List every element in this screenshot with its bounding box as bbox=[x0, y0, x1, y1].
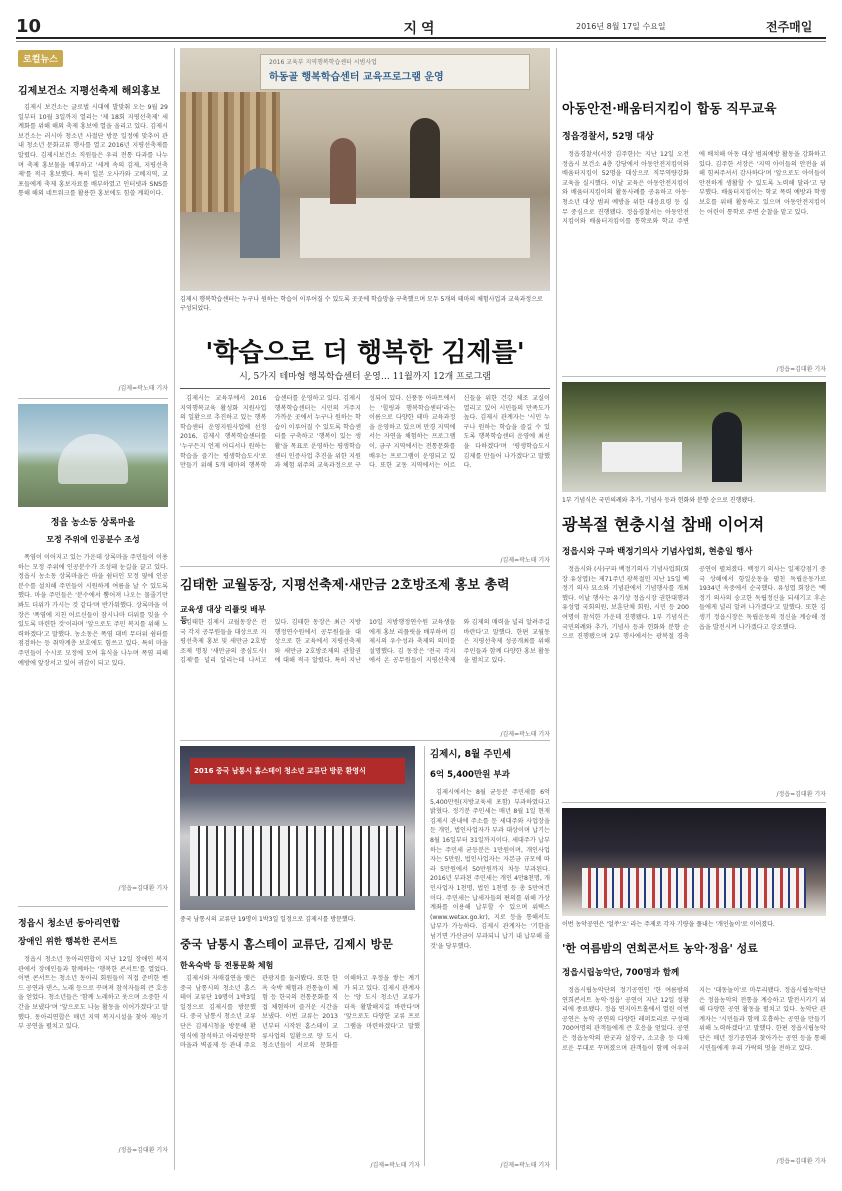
divider bbox=[562, 376, 826, 377]
header-rule-thin bbox=[16, 41, 826, 42]
right-story-1-body: 정읍경찰서(서장 김주한)는 지난 12일 오전 정읍시 보건소 4층 강당에서 아동안전지킴이와 배움터지킴이 52명을 대상으로 직무역량강화교육을 실시했다. 이날 교육은 아동안전지킴이와 배움터지킴이의 활동사례를 공유하고 아동·청소년 대상 범죄 예방을 위한 대응요령 등 실무 중심으로 진행됐다. 정읍경찰서는 아동안전지킴이와 배움터지킴이를 통학로와 학교 주변에 배치해 아동 대상 범죄예방 활동을 강화하고 있다. 김주한 서장은 '지역 아이들의 안전을 위해 힘써주셔서 감사하다'며 '앞으로도 아이들이 안전하게 생활할 수 있도록 노력해 달라'고 당부했다. 배움터지킴이는 학교 폭력 예방과 학생 보호를 위해 활동하고 있으며 아동안전지킴이는 어린이 통학로 주변 순찰을 맡고 있다. bbox=[562, 151, 826, 226]
right-story-3 bbox=[562, 940, 826, 1165]
left-story-1-byline: /김제=곽노태 기자 bbox=[118, 385, 168, 392]
tax-story-byline: /김제=곽노태 기자 bbox=[500, 1162, 550, 1169]
tax-story-subheadline: 6억 5,400만원 부과 bbox=[430, 770, 510, 780]
tax-story-headline: 김제시, 8월 주민세 bbox=[430, 749, 512, 760]
right-story-3-body: 정읍시립농악단의 정기공연인 '한 여름밤의 연희콘서트 농악·정읍' 공연이 지난 12일 성황리에 종료됐다. 정읍 연지아트홀에서 열린 이번 공연은 농악 공연의 다양한 레퍼토리로 구성돼 700여명의 관객들에게 큰 호응을 얻었다. 공연은 정읍농악의 판굿과 설장구, 소고춤 등 다채로운 무대로 꾸며졌으며 관객들이 함께 어우러지는 '대동놀이'로 마무리됐다. 정읍시립농악단은 정읍농악의 전통을 계승하고 발전시키기 위해 다양한 공연 활동을 펼치고 있다. 농악단 관계자는 '시민들과 함께 호흡하는 공연을 만들기 위해 노력하겠다'고 말했다. 한편 정읍시립농악단은 매년 정기공연과 찾아가는 공연 등을 통해 시민들에게 우리 가락의 멋을 전하고 있다. bbox=[562, 987, 826, 1052]
center-story-body: 김제시는 교육부에서 2016 지역행복교육 활성화 지원사업의 일환으로 추진하고 있는 행복학습센터 운영지원사업에 선정 2016, 김제시 행복학습센터를 '누구든지 언제 어디서나 원하는 학습을 즐기는 평생학습도시'로 만들기 위해 5개 테마의 행복학습센터를 운영하고 있다. 김제시 행복학습센터는 시민의 거주지 가까운 곳에서 누구나 원하는 학습이 이루어질 수 있도록 학습센터를 구축하고 '행복이 있는 생활'을 목표로 운영하는 평생학습센터 인증사업 추진을 위한 지원과 체험 위주의 교육과정으로 구성되어 있다. 신풍동 아파트에서는 '힐링과 행복학습센터'라는 이름으로 다양한 테마 교육과정을 운영하고 있으며 만경 지역에서는 자연을 체험하는 프로그램이, 금구 지역에서는 전통문화를 배우는 프로그램이 운영되고 있다. 또한 교동 지역에서는 어르신들을 위한 건강 체조 교실이 열리고 있어 시민들의 만족도가 높다. 김제시 관계자는 '시민 누구나 원하는 학습을 즐길 수 있도록 행복학습센터 운영에 최선을 다하겠다'며 '평생학습도시 김제를 만들어 나가겠다'고 말했다. bbox=[180, 395, 550, 470]
right-story-1-subheadline: 정읍경찰서, 52명 대상 bbox=[562, 132, 654, 142]
divider bbox=[18, 906, 168, 907]
group-photo-caption: 중국 남통시의 교류단 19명이 1박3일 일정으로 김제시를 방문했다. bbox=[180, 916, 356, 923]
newspaper-name: 전주매일 bbox=[766, 20, 813, 34]
column-badge: 로컬뉴스 bbox=[18, 50, 63, 67]
center-subheadline: 시, 5가지 테마형 행복학습센터 운영… 11월까지 12개 프로그램 bbox=[239, 372, 491, 382]
mid-story-byline: /김제=곽노태 기자 bbox=[500, 731, 550, 738]
left-story-3-body: 정읍시 청소년 동아리연합이 지난 12일 장애인 복지관에서 장애인들과 함께하는 '행복한 콘서트'를 열었다. 이번 콘서트는 청소년 동아리 회원들이 직접 준비한 밴드 공연과 댄스, 노래 등으로 꾸며져 참석자들의 큰 호응을 얻었다. 청소년들은 '함께 노래하고 웃으며 소중한 시간을 보냈다'며 '앞으로도 나눔 활동을 이어가겠다'고 말했다. 동아리연합은 매년 지역 복지시설을 찾아 재능기부 공연을 펼치고 있다. bbox=[18, 956, 168, 1031]
tax-story bbox=[430, 746, 550, 1169]
issue-date: 2016년 8월 17일 수요일 bbox=[576, 22, 666, 31]
left-story-1 bbox=[18, 82, 168, 392]
header-rule bbox=[16, 37, 826, 39]
left-story-3 bbox=[18, 916, 168, 1154]
bottom-center-body: 김제시와 자매결연을 맺은 중국 남통시의 청소년 홈스테이 교류단 19명이 1박3일 일정으로 김제시를 방문했다. 중국 남통시 청소년 교류단은 김제시청을 방문해 환영식에 참석하고 아리랑문학마을과 벽골제 등 관내 주요 관광지를 둘러봤다. 또한 한옥 숙박 체험과 전통놀이 체험 등 한국의 전통문화를 직접 체험하며 즐거운 시간을 보냈다. 이번 교류는 2013년부터 시작된 홈스테이 교류사업의 일환으로 양 도시 청소년들이 서로의 문화를 이해하고 우정을 쌓는 계기가 되고 있다. 김제시 관계자는 '양 도시 청소년 교류가 더욱 활발해지길 바란다'며 '앞으로도 다양한 교류 프로그램을 마련하겠다'고 말했다. bbox=[180, 975, 420, 1050]
left-story-2-headline: 정읍 농소동 상록마을 bbox=[50, 518, 136, 528]
bottom-center-headline: 중국 남통시 홈스테이 교류단, 김제시 방문 bbox=[180, 937, 393, 951]
divider bbox=[180, 388, 550, 389]
mid-subheadline: 교육생 대상 리플릿 배부 등 bbox=[180, 605, 266, 625]
left-story-2-byline: /정읍=김대환 기자 bbox=[118, 885, 168, 892]
mid-headline: 김태한 교월동장, 지평선축제·새만금 2호방조제 홍보 총력 bbox=[180, 578, 510, 593]
learning-center-caption: 김제시 행복학습센터는 누구나 원하는 학습이 이루어질 수 있도록 곳곳에 학습망을 구축했으며 모두 5개의 테마의 체험사업과 교육과정으로 구성되었다. bbox=[180, 296, 543, 312]
group-photo-banner: 2016 중국 남통시 홈스테이 청소년 교류단 방문 환영식 bbox=[190, 758, 405, 784]
left-story-1-headline: 김제보건소 지평선축제 해외홍보 bbox=[18, 86, 161, 97]
photo-banner-text: 하동골 행복학습센터 교육프로그램 운영 bbox=[269, 72, 444, 83]
photo-banner-small: 2016 교육부 지역행복학습센터 시범사업 bbox=[269, 59, 377, 66]
right-story-2-body: 정읍시와 (사)구파 백정기의사 기념사업회(회장 유성엽)는 제71주년 광복절인 지난 15일 백정기 의사 묘소와 기념관에서 기념행사를 개최했다. 이날 행사는 유기상 정읍시장 권한대행과 유성엽 국회의원, 보훈단체 회원, 시민 등 200여명이 참석한 가운데 진행됐다. 1부 기념식은 국민의례와 추가, 기념사 등과 헌화와 분향 순으로 진행됐으며 2부 행사에서는 광복절 경축 공연이 펼쳐졌다. 백정기 의사는 일제강점기 중국 상해에서 항일운동을 펼친 독립운동가로 1934년 옥중에서 순국했다. 유성엽 회장은 '백정기 의사의 숭고한 독립정신을 되새기고 후손들에게 널리 알려 나가겠다'고 말했다. 또한 김생기 정읍시장은 독립운동의 정신을 계승해 정읍을 발전시켜 나가겠다고 강조했다. bbox=[562, 566, 826, 641]
right-story-1-headline: 아동안전·배움터지킴이 합동 직무교육 bbox=[562, 102, 777, 117]
fountain-photo bbox=[18, 404, 168, 507]
right-story-3-headline: '한 여름밤의 연희콘서트 농악·정읍' 성료 bbox=[562, 942, 758, 955]
left-story-3-subheadline: 장애인 위한 행복한 콘서트 bbox=[18, 937, 118, 947]
left-story-2 bbox=[18, 515, 168, 892]
column-divider bbox=[556, 48, 557, 1170]
page-number: 10 bbox=[16, 16, 42, 37]
left-story-2-subheadline: 모정 주위에 인공분수 조성 bbox=[46, 535, 140, 544]
mid-story-body: 김태한 김제시 교월동장은 전국 각지 공무원들을 대상으로 지평선축제 홍보 및 새만금 2호방조제 명칭 '새만금의 중심도시! 김제'를 널리 알리는데 나서고 있다. 김태한 동장은 최근 지방행정연수원에서 공무원들을 대상으로 한 교육에서 지평선축제와 새만금 2호방조제의 관할권에 대해 적극 알렸다. 특히 지난 10일 지방행정연수원 교육생들에게 홍보 리플릿을 배부하며 김제시의 우수성과 축제의 의미를 설명했다. 김 동장은 '전국 각지에서 온 공무원들이 지평선축제와 김제의 매력을 널리 알려주길 바란다'고 말했다. 한편 교월동은 지평선축제 성공개최를 위해 주민들과 함께 다양한 홍보 활동을 펼치고 있다. bbox=[180, 619, 550, 665]
section-title: 지역 bbox=[403, 21, 439, 37]
concert-photo bbox=[562, 808, 826, 916]
right-story-2-byline: /정읍=김대환 기자 bbox=[776, 791, 826, 798]
divider bbox=[562, 802, 826, 803]
right-story-2-headline: 광복절 현충시설 참배 이어져 bbox=[562, 515, 765, 534]
center-headline: '학습으로 더 행복한 김제를' bbox=[205, 338, 525, 368]
bottom-center-byline: /김제=곽노태 기자 bbox=[370, 1162, 420, 1169]
right-story-2-subheadline: 정읍시와 구파 백정기의사 기념사업회, 현충일 행사 bbox=[562, 547, 753, 557]
right-story-1-byline: /정읍=김대환 기자 bbox=[776, 366, 826, 373]
group-photo bbox=[180, 746, 415, 910]
right-story-3-subheadline: 정읍시립농악단, 700명과 함께 bbox=[562, 968, 680, 978]
memorial-photo-caption: 1부 기념식은 국민의례와 추가, 기념사 등과 헌화와 분향 순으로 진행됐다. bbox=[562, 497, 755, 504]
right-story-3-byline: /정읍=김대환 기자 bbox=[776, 1158, 826, 1165]
left-story-3-byline: /정읍=김대환 기자 bbox=[118, 1147, 168, 1154]
center-story-byline: /김제=곽노태 기자 bbox=[500, 557, 550, 564]
divider bbox=[18, 398, 168, 399]
divider bbox=[180, 740, 550, 741]
concert-photo-caption: 이번 농악공연은 '얼쑤'오' 라는 주제로 각자 기량을 풀내는 '개인놀이'로 이어졌다. bbox=[562, 921, 775, 928]
memorial-photo bbox=[562, 382, 826, 492]
learning-center-photo bbox=[180, 48, 550, 291]
tax-story-body: 김제시에서는 8월 균등분 주민세를 6억5,400만원(지방교육세 포함) 부과하였다고 밝혔다. 정기분 주민세는 매년 8월 1일 현재 김제시 관내에 주소를 둔 세대주와 사업장을 둔 개인, 법인사업자가 부과 대상이며 납기는 8월 16일부터 31일까지이다. 세대주가 납부하는 주민세 균등분은 1만원이며, 개인사업자는 5만원, 법인사업자는 자본금 규모에 따라 5만원에서 50만원까지 차등 부과된다. 2016년 부과된 주민세는 개인 4만8천명, 개인사업자 1천명, 법인 1천명 등 총 5만여건이다. 주민세는 납세자들의 편의를 위해 가상계좌를 이용해 납부할 수 있으며 위택스(www.wetax.go.kr), 지로 등을 통해서도 납부가 가능하다. 김제시 관계자는 '기한을 넘기면 가산금이 부과되니 납기 내 납부해 줄 것'을 당부했다. bbox=[430, 789, 550, 950]
column-divider bbox=[424, 746, 425, 1166]
divider bbox=[180, 566, 550, 567]
bottom-center-subheadline: 한옥숙박 등 전통문화 체험 bbox=[180, 961, 274, 970]
right-story-1 bbox=[562, 98, 826, 373]
column-divider bbox=[174, 48, 175, 1170]
left-story-3-headline: 정읍시 청소년 동아리연합 bbox=[18, 919, 120, 929]
right-story-2 bbox=[562, 512, 826, 798]
left-story-1-body: 김제시 보건소는 글로벌 시대에 발맞춰 오는 9월 29일부터 10월 3일까지 열리는 '제 18회 지평선축제' 세계화를 위해 해외 축제 홍보에 열을 올리고 있다. 김제시보건소는 러시아 청소년 사절단 방문 일정에 맞추어 관내 청소년 문화교류 행사를 열고 2016년 지평선축제를 알렸다. 김제시보건소 직원들은 우리 전통 다과를 나누며 축제 홍보물을 배부하고 '세계 속의 김제, 지평선축제'를 적극 홍보했다. 특히 일본 오사카와 고베지역, 교포들에게 축제 홍보자료를 배부하였고 인터넷과 SNS를 통해 해외 네트워크를 활용한 홍보에도 힘쓸 계획이다. bbox=[18, 104, 168, 198]
left-story-2-body: 폭염이 이어지고 있는 가운데 상록마을 주민들이 이용하는 모정 주위에 인공분수가 조성돼 눈길을 끌고 있다. 정읍시 농소동 상록마을은 마을 쉼터인 모정 옆에 인공분수를 설치해 주민들이 시원하게 여름을 날 수 있도록 했다. 마을 주민들은 '분수에서 뿜어져 나오는 물줄기만 봐도 더위가 가시는 것 같다'며 반가워했다. 상록마을 이장은 '폭염에 지친 어르신들이 잠시나마 더위를 잊을 수 있도록 마련한 것'이라며 '앞으로도 주민 복지를 위해 노력하겠다'고 말했다. 농소동은 폭염 대비 무더위 쉼터를 점검하는 등 취약계층 보호에도 힘쓰고 있다. 특히 마을주민들이 수시로 모정에 모여 휴식을 나누며 폭염 피해 예방에 앞장서고 있어 귀감이 되고 있다. bbox=[18, 554, 168, 667]
